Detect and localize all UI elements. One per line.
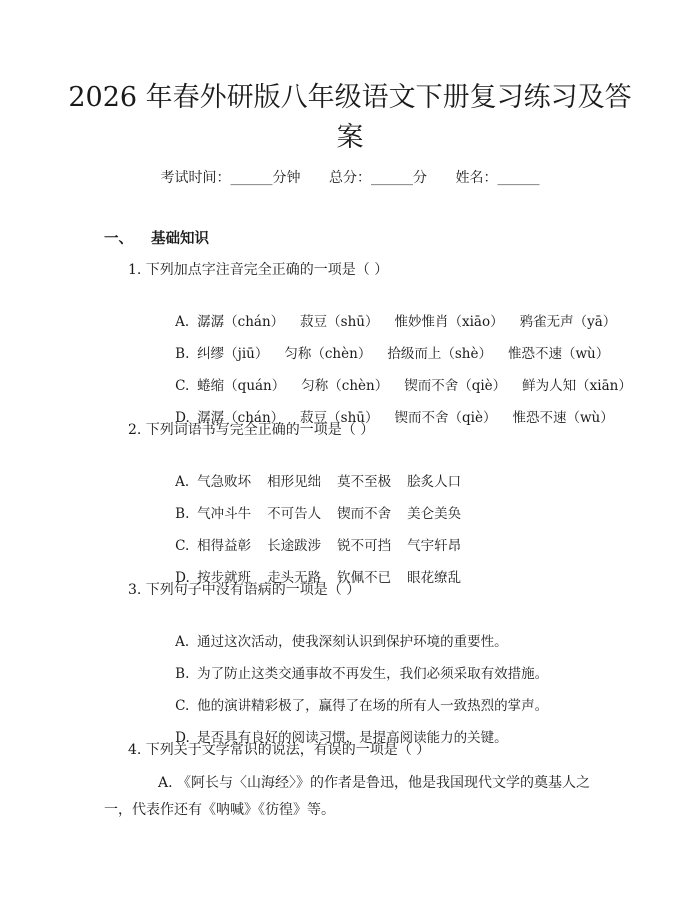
option-letter: B.	[175, 666, 190, 682]
option-letter: B.	[175, 346, 190, 362]
exam-time-field: 考试时间：______分钟	[160, 170, 301, 186]
document-title: 2026 年春外研版八年级语文下册复习练习及答案	[68, 82, 632, 153]
option-word: 锐不可挡	[337, 538, 392, 554]
option-text: 通过这次活动，使我深刻认识到保护环境的重要性。	[197, 634, 508, 650]
option-text: 他的演讲精彩极了，赢得了在场的所有人一致热烈的掌声。	[197, 698, 549, 714]
option-word: 钦佩不已	[337, 570, 392, 586]
option-word: 脍炙人口	[407, 474, 462, 490]
question-1-stem: 1. 下列加点字注音完全正确的一项是（ ）	[128, 262, 389, 278]
option-word: 菽豆（shū）	[300, 314, 379, 330]
option-word: 气急败坏	[197, 474, 252, 490]
option-word: 锲而不舍（qiè）	[404, 378, 507, 394]
option-word: 潺潺（chán）	[197, 410, 285, 426]
option-word: 蜷缩（quán）	[197, 378, 286, 394]
section-title: 基础知识	[151, 230, 209, 247]
option-word: 相形见绌	[267, 474, 322, 490]
option-letter: C.	[175, 698, 190, 714]
question-4-option-a: A. 《阿长与〈山海经〉》的作者是鲁迅，他是我国现代文学的奠基人之一，代表作还有《呐喊》《彷徨》等。	[104, 775, 591, 818]
option-word: 匀称（chèn）	[284, 346, 372, 362]
option-word: 菽豆（shū）	[300, 410, 379, 426]
option-word: 气冲斗牛	[197, 506, 252, 522]
option-word: 气宇轩昂	[407, 538, 462, 554]
section-heading-basics	[104, 229, 209, 249]
option-word: 相得益彰	[197, 538, 252, 554]
option-word: 锲而不舍	[337, 506, 392, 522]
option-letter: A.	[175, 474, 190, 490]
option-word: 按步就班	[197, 570, 252, 586]
exam-info-line	[0, 168, 700, 188]
option-word: 长途跋涉	[267, 538, 322, 554]
option-letter: D.	[175, 730, 190, 746]
total-score-field: 总分：______分	[329, 170, 427, 186]
option-letter: C.	[175, 378, 190, 394]
option-word: 美仑美奂	[407, 506, 462, 522]
option-word: 走头无路	[267, 570, 322, 586]
option-word: 潺潺（chán）	[197, 314, 285, 330]
option-letter: B.	[175, 506, 190, 522]
option-word: 眼花缭乱	[407, 570, 462, 586]
option-word: 鸦雀无声（yā）	[519, 314, 617, 330]
option-letter: A.	[175, 634, 190, 650]
student-name-field: 姓名：______	[455, 170, 540, 186]
section-number: 一、	[104, 230, 133, 247]
question-3-stem: 3. 下列句子中没有语病的一项是（ ）	[128, 582, 361, 598]
option-word: 拾级而上（shè）	[387, 346, 492, 362]
option-letter: D.	[175, 570, 190, 586]
question-4-stem: 4. 下列关于文学常识的说法，有误的一项是（ ）	[128, 742, 431, 758]
option-letter: D.	[175, 410, 190, 426]
option-word: 惟妙惟肖（xiāo）	[394, 314, 504, 330]
option-word: 锲而不舍（qiè）	[394, 410, 497, 426]
option-word: 惟恐不速（wù）	[512, 410, 614, 426]
option-text: 为了防止这类交通事故不再发生，我们必须采取有效措施。	[197, 666, 549, 682]
option-word: 惟恐不速（wù）	[507, 346, 610, 362]
option-text: 是否具有良好的阅读习惯，是提高阅读能力的关键。	[197, 730, 508, 746]
option-word: 匀称（chèn）	[301, 378, 389, 394]
option-word: 鲜为人知（xiān）	[522, 378, 632, 394]
option-letter: C.	[175, 538, 190, 554]
option-word: 不可告人	[267, 506, 322, 522]
option-word: 莫不至极	[337, 474, 392, 490]
option-word: 纠缪（jiū）	[197, 346, 269, 362]
option-letter: A.	[175, 314, 190, 330]
question-2-stem: 2. 下列词语书写完全正确的一项是（ ）	[128, 422, 375, 438]
